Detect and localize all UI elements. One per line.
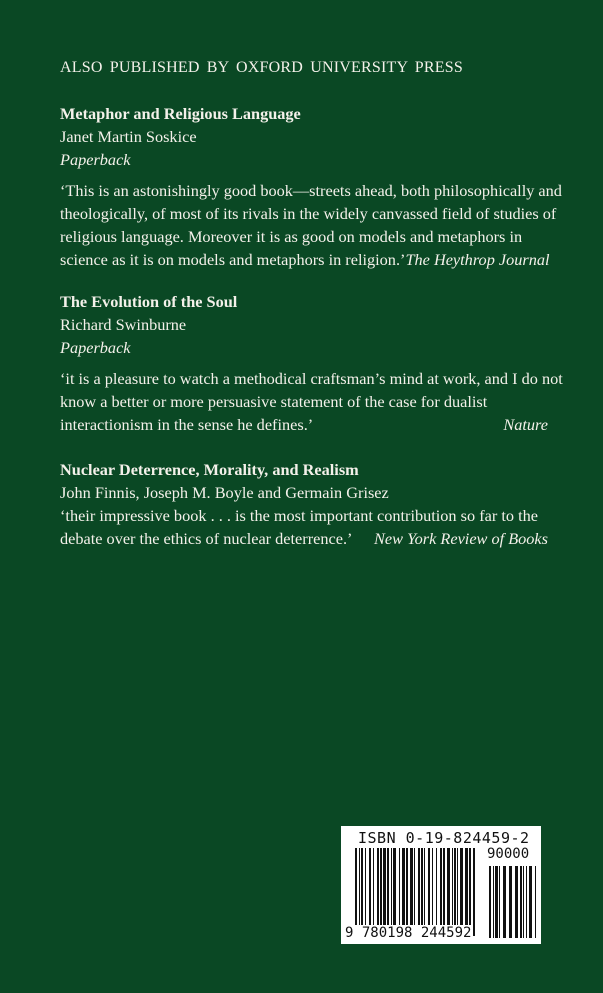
barcode-bar: [503, 866, 506, 938]
barcode-bar: [428, 848, 430, 936]
barcode-bar: [373, 848, 374, 936]
barcode-bar: [414, 848, 415, 936]
barcode-bar: [393, 848, 396, 936]
quote-line: ‘This is an astonishingly good book—streets ahead, both philosophically and: [60, 181, 562, 200]
quote-line: religious language. Moreover it is as good on models and metaphors in: [60, 227, 523, 246]
book-title: Nuclear Deterrence, Morality, and Realism: [60, 460, 359, 479]
barcode-bar: [457, 848, 458, 936]
barcode-bar: [454, 848, 456, 936]
review-source: The Heythrop Journal: [405, 250, 550, 269]
book-format: Paperback: [60, 338, 131, 357]
barcode-bar: [440, 848, 442, 936]
quote-line: ‘it is a pleasure to watch a methodical craftsman’s mind at work, and I do not: [60, 369, 563, 388]
review-quote: [60, 504, 548, 550]
review-quote: [60, 367, 563, 436]
book-entry-metaphor: [60, 102, 562, 271]
barcode-bar: [365, 848, 366, 936]
barcode-bar: [377, 848, 379, 936]
barcode-bar: [465, 848, 468, 936]
barcode-bar: [495, 866, 498, 938]
barcode-bar: [399, 848, 400, 936]
ean-number: 9 780198 244592: [345, 925, 472, 941]
quote-line: debate over the ethics of nuclear deterrence.’: [60, 529, 353, 548]
barcode-bar: [436, 848, 437, 936]
barcode-bar: [383, 848, 386, 936]
barcode-bar: [515, 866, 518, 938]
book-title: Metaphor and Religious Language: [60, 104, 301, 123]
barcode-bar: [391, 848, 392, 936]
quote-line: science as it is on models and metaphors in religion.’: [60, 250, 406, 269]
barcode-bar: [418, 848, 420, 936]
isbn-number: ISBN 0-19-824459-2: [358, 829, 530, 847]
barcode-bar: [359, 848, 360, 936]
quote-line: ‘their impressive book . . . is the most important contribution so far to the: [60, 506, 538, 525]
barcode-bar: [421, 848, 423, 936]
barcode-bar: [523, 866, 524, 938]
barcode-bar: [355, 848, 357, 936]
publisher-heading: ALSO PUBLISHED BY OXFORD UNIVERSITY PRESS: [60, 59, 463, 76]
review-quote: [60, 179, 562, 271]
review-source: Nature: [503, 415, 548, 434]
quote-line: interactionism in the sense he defines.’: [60, 415, 314, 434]
barcode-bar: [361, 848, 363, 936]
barcode-bar: [380, 848, 382, 936]
barcode-bar: [493, 866, 494, 938]
barcode-bar: [509, 866, 512, 938]
barcode-bar: [499, 866, 500, 938]
barcode-bar: [424, 848, 425, 936]
barcode-bar: [460, 848, 463, 936]
quote-line: know a better or more persuasive statement of the case for dualist: [60, 392, 488, 411]
price-addon: 90000: [487, 846, 530, 862]
barcode-bar: [535, 866, 536, 938]
barcode-bar: [469, 848, 471, 936]
book-title: The Evolution of the Soul: [60, 292, 238, 311]
barcode-bar: [443, 848, 445, 936]
book-entry-soul: [60, 290, 563, 436]
barcode-bar: [447, 848, 450, 936]
barcode-bar: [529, 866, 532, 938]
barcode-bar: [526, 866, 527, 938]
barcode-bar: [452, 848, 453, 936]
book-entry-nuclear: [60, 458, 548, 550]
book-author: John Finnis, Joseph M. Boyle and Germain Grisez: [60, 483, 389, 502]
quote-line: theologically, of most of its rivals in the widely canvassed field of studies of: [60, 204, 557, 223]
book-author: Richard Swinburne: [60, 315, 187, 334]
barcode-bar: [387, 848, 389, 936]
barcode-bar: [410, 848, 413, 936]
review-source: New York Review of Books: [374, 529, 548, 548]
barcode-bar: [520, 866, 522, 938]
isbn-barcode: [341, 826, 541, 944]
barcode-bar: [406, 848, 408, 936]
book-author: Janet Martin Soskice: [60, 127, 197, 146]
book-format: Paperback: [60, 150, 131, 169]
barcode-bar: [369, 848, 371, 936]
barcode-bar: [489, 866, 491, 938]
barcode-bar: [432, 848, 433, 936]
barcode-bar: [473, 848, 475, 936]
barcode-bar: [402, 848, 405, 936]
